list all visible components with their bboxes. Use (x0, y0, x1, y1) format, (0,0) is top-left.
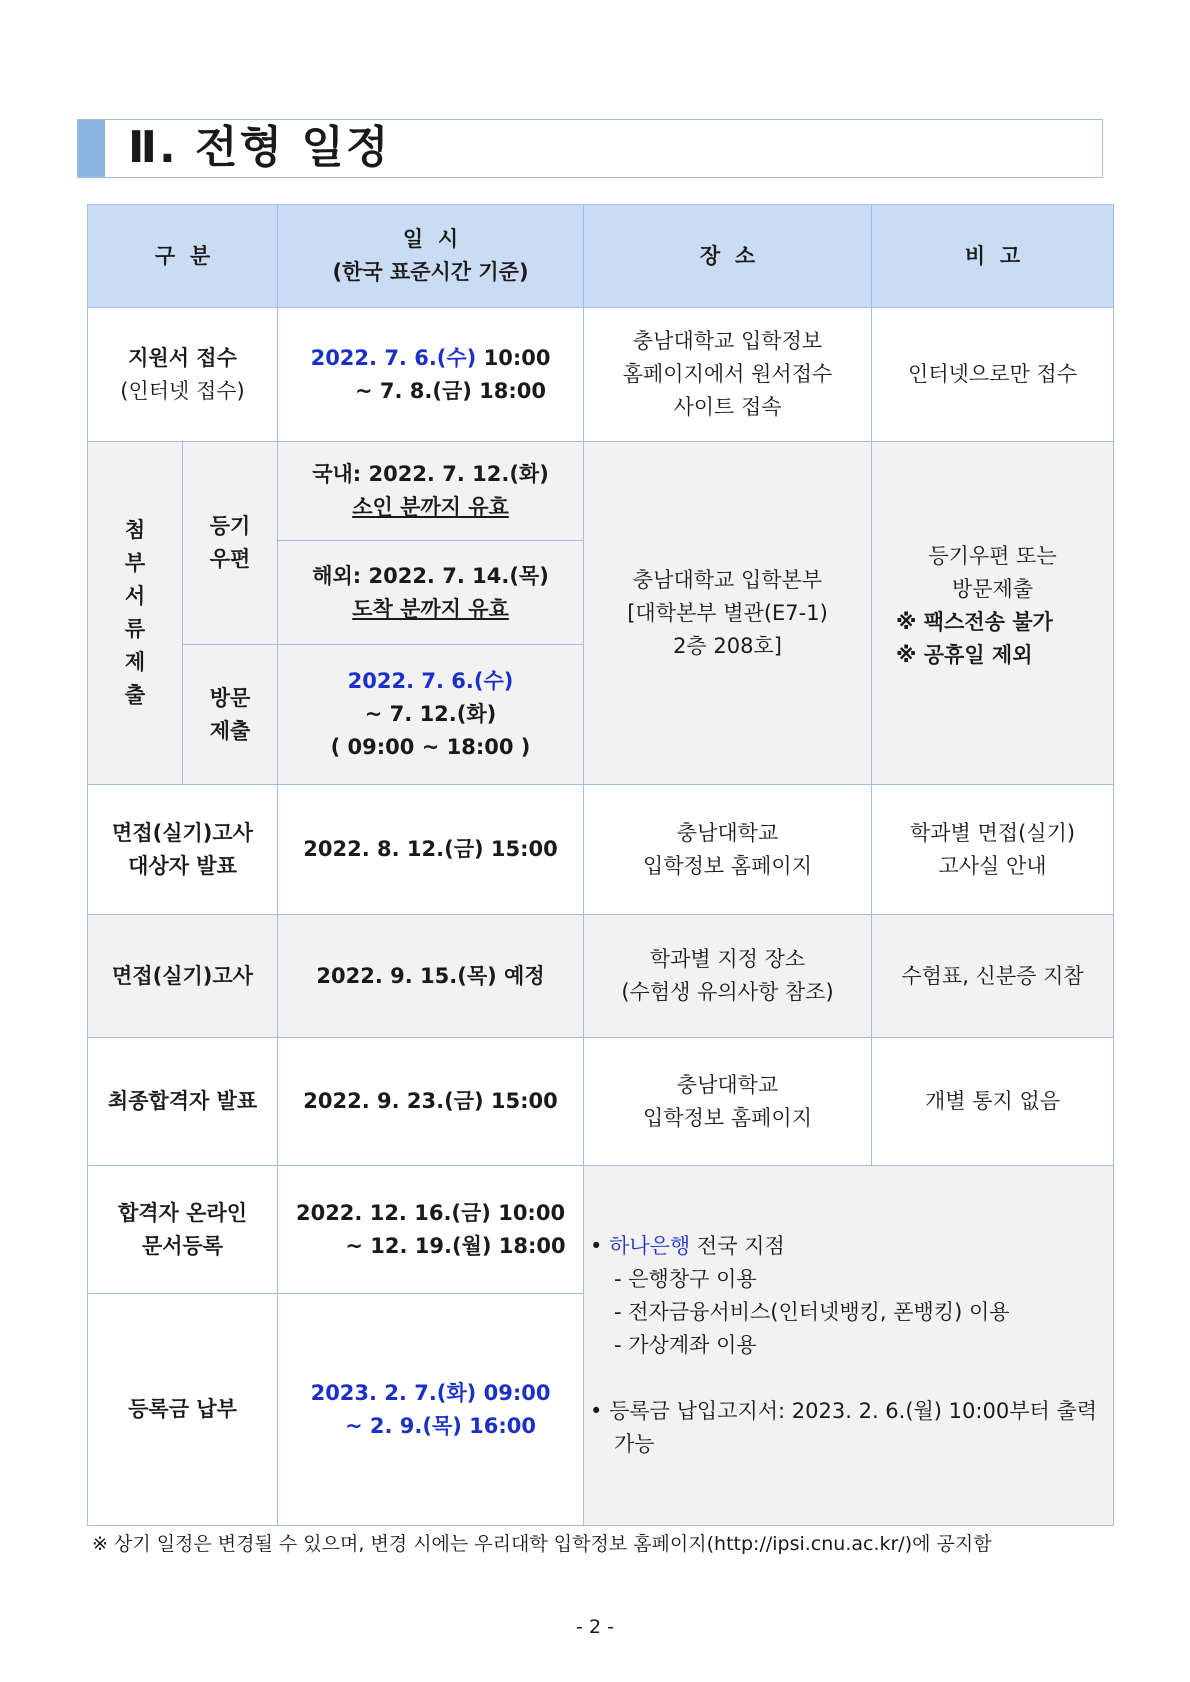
footnote: ※ 상기 일정은 변경될 수 있으며, 변경 시에는 우리대학 입학정보 홈페이지(http://ipsi.cnu.ac.kr/)에 공지함 (92, 1533, 992, 1555)
interview-label: 면접(실기)고사 (88, 915, 278, 1038)
interview-notice-place: 충남대학교 입학정보 홈페이지 (584, 785, 872, 915)
final-note: 개별 통지 없음 (872, 1038, 1114, 1166)
tuition-date: 2023. 2. 7.(화) 09:00 ~ 2. 9.(목) 16:00 (278, 1294, 584, 1526)
documents-visit-label: 방문제출 (183, 645, 278, 785)
online-registration-date: 2022. 12. 16.(금) 10:00 ~ 12. 19.(월) 18:00 (278, 1166, 584, 1294)
bank-info-bullet-1: • 하나은행 전국 지점 (590, 1234, 785, 1258)
interview-notice-label: 면접(실기)고사 대상자 발표 (88, 785, 278, 915)
application-label: 지원서 접수 (인터넷 접수) (88, 308, 278, 442)
final-label: 최종합격자 발표 (88, 1038, 278, 1166)
table-row-final (88, 1038, 1114, 1166)
application-date: 2022. 7. 6.(수) 10:00 ~ 7. 8.(금) 18:00 (278, 308, 584, 442)
bank-info: • 하나은행 전국 지점 - 은행창구 이용 - 전자금융서비스(인터넷뱅킹, 폰뱅킹) 이용 - 가상계좌 이용 • 등록금 납입고지서: 2023. 2. 6.(월) 10:00부터 출력 가능 (584, 1166, 1114, 1526)
documents-overseas: 해외: 2022. 7. 14.(목) 도착 분까지 유효 (278, 541, 584, 645)
section-title-box (77, 119, 1103, 178)
application-note: 인터넷으로만 접수 (872, 308, 1114, 442)
header-place: 장 소 (584, 205, 872, 308)
bank-info-bullet-2: • 등록금 납입고지서: 2023. 2. 6.(월) 10:00부터 출력 가능 (590, 1399, 1098, 1456)
interview-place: 학과별 지정 장소 (수험생 유의사항 참조) (584, 915, 872, 1038)
documents-label: 첨부서류제출 (88, 442, 183, 785)
interview-notice-note: 학과별 면접(실기) 고사실 안내 (872, 785, 1114, 915)
header-category: 구 분 (88, 205, 278, 308)
table-header-row (88, 205, 1114, 308)
table-row-online-registration (88, 1166, 1114, 1294)
table-row-application (88, 308, 1114, 442)
documents-place: 충남대학교 입학본부 [대학본부 별관(E7-1) 2층 208호] (584, 442, 872, 785)
schedule-table (87, 204, 1114, 1526)
documents-mail-label: 등기우편 (183, 442, 278, 645)
interview-date: 2022. 9. 15.(목) 예정 (278, 915, 584, 1038)
header-note: 비 고 (872, 205, 1114, 308)
documents-visit-date: 2022. 7. 6.(수) ~ 7. 12.(화) ( 09:00 ~ 18:00 ) (278, 645, 584, 785)
application-place: 충남대학교 입학정보 홈페이지에서 원서접수 사이트 접속 (584, 308, 872, 442)
final-place: 충남대학교 입학정보 홈페이지 (584, 1038, 872, 1166)
page-number: - 2 - (576, 1616, 614, 1638)
header-datetime: 일 시 (한국 표준시간 기준) (278, 205, 584, 308)
tuition-label: 등록금 납부 (88, 1294, 278, 1526)
final-date: 2022. 9. 23.(금) 15:00 (278, 1038, 584, 1166)
documents-domestic: 국내: 2022. 7. 12.(화) 소인 분까지 유효 (278, 442, 584, 541)
interview-note: 수험표, 신분증 지참 (872, 915, 1114, 1038)
table-row-interview (88, 915, 1114, 1038)
section-title: Ⅱ. 전형 일정 (128, 122, 391, 173)
documents-note: 등기우편 또는 방문제출 ※ 팩스전송 불가 ※ 공휴일 제외 (872, 442, 1114, 785)
table-row-interview-notice (88, 785, 1114, 915)
title-accent-bar (78, 120, 105, 177)
interview-notice-date: 2022. 8. 12.(금) 15:00 (278, 785, 584, 915)
table-row-documents-domestic (88, 442, 1114, 541)
online-registration-label: 합격자 온라인 문서등록 (88, 1166, 278, 1294)
